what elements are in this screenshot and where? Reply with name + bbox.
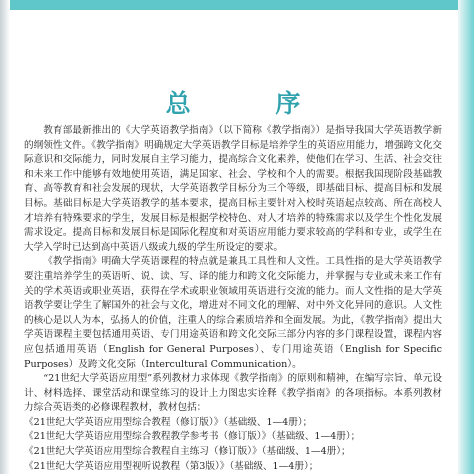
book-list-item-2: 《21世纪大学英语应用型综合教程教学参考书（修订版）》（基础级、1—4册）； — [24, 431, 361, 443]
book-list-item-4: 《21世纪大学英语应用型视听说教程（第3版）》（基础级、1—4册）； — [24, 460, 319, 472]
paragraph-1: 教育部最新推出的《大学英语教学指南》（以下简称《教学指南》）是指导我国大学英语教学新的纲领性文件。《教学指南》明确规定大学英语教学目标是培养学生的英语应用能力，增强跨文化交际意识和交际能力，同时发展自主学习能力，提高综合文化素养，使他们在学习、生活、社会交往和未来工作中能够有效地使用英语，满足国家、社会、学校和个人的需要。根据我国现阶段基础教育、高等教育和社会发展的现状，大学英语教学目标分为三个等级，即基础目标、提高目标和发展目标。基础目标是大学英语教学的基本要求，提高目标主要针对入校时英语起点较高、所在高校人才培养有特殊要求的学生，发展目标是根据学校特色、对人才培养的特殊需求以及学生个性化发展需求设定。提高目标和发展目标是国际化程度和对英语应用能力要求较高的学科和专业，或学生在大学入学时已达到高中英语八级或九级的学生所设定的要求。 — [24, 125, 442, 253]
book-list-item-3: 《21世纪大学英语应用型综合教程自主练习（修订版）》（基础级、1—4册）； — [24, 446, 351, 458]
right-page-edge — [458, 0, 474, 474]
body-text — [24, 124, 442, 474]
page-title: 总 序 — [165, 89, 339, 118]
paragraph-2: 《教学指南》明确大学英语课程的特点就是兼具工具性和人文性。工具性指的是大学英语教学要注重培养学生的英语听、说、读、写、译的能力和跨文化交际能力，并掌握与专业或未来工作有关的学术英语或职业英语，获得在学术或职业领域用英语进行交流的能力。而人文性指的是大学英语教学要让学生了解国外的社会与文化，增进对不同文化的理解、对中外文化异同的意识。人文性的核心是以人为本，弘扬人的价值，注重人的综合素质培养和全面发展。为此，《教学指南》提出大学英语课程主要包括通用英语、专门用途英语和跨文化交际三部分内容的多门课程设置，课程内容应包括通用英语（English for General Purposes）、专门用途英语（English for Specific Purposes）及跨文化交际（Intercultural Communication）。 — [24, 256, 442, 370]
document-page — [24, 0, 442, 474]
left-page-edge — [0, 0, 10, 474]
book-list — [24, 416, 442, 474]
book-list-item-1: 《21世纪大学英语应用型综合教程（修订版）》（基础级、1—4册）； — [24, 416, 313, 428]
paragraph-3: “21世纪大学英语应用型”系列教材力求体现《教学指南》的原则和精神，在编写宗旨、单元设计、材料选择、课堂活动和课堂练习的设计上力图忠实诠释《教学指南》的各项指标。本系列教材力综合英语类的必修课程教材，教材包括： — [24, 373, 442, 414]
